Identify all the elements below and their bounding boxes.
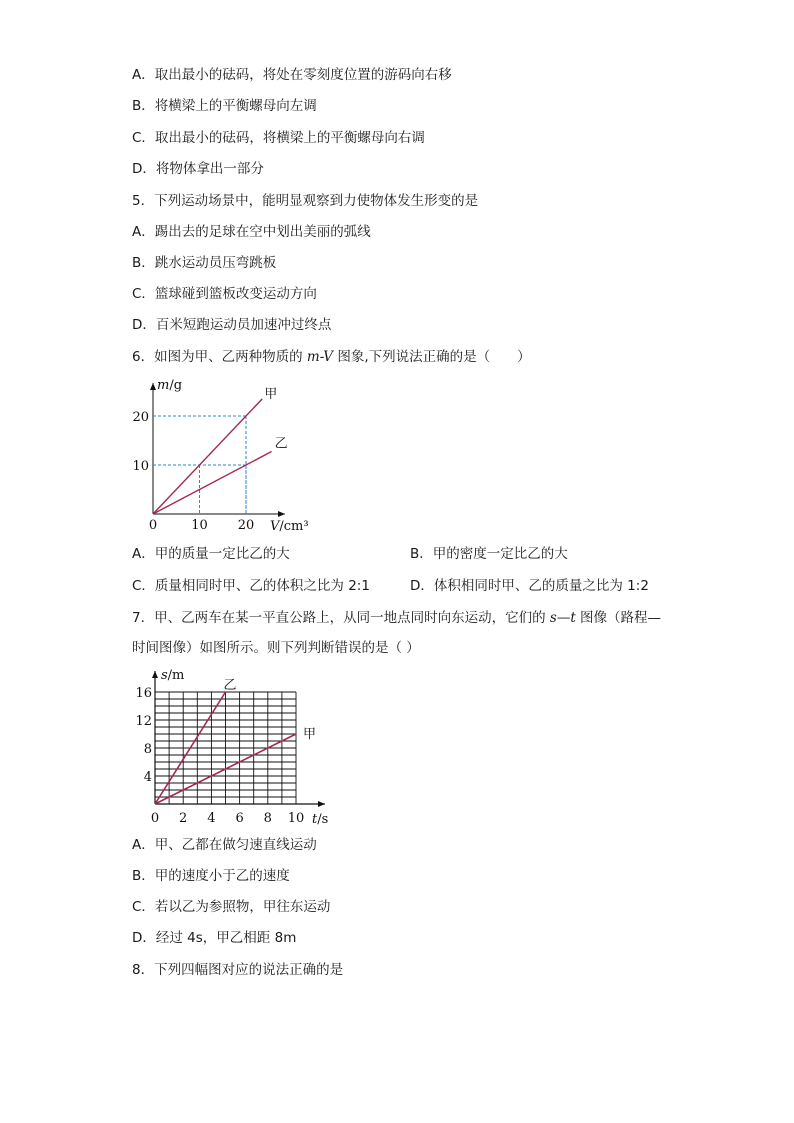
x-axis-arrow [318,801,325,807]
q4-option-c: C．取出最小的砝码，将横梁上的平衡螺母向右调 [132,130,425,146]
series-label-jia: 甲 [264,386,278,402]
series-label-jia: 甲 [303,727,317,742]
q7-stem-pre: 7．甲、乙两车在某一平直公路上，从同一地点同时向东运动，它们的 [132,610,550,626]
x-axis-arrow [278,511,285,517]
mv-graph [130,375,330,535]
q5-option-d: D．百米短跑运动员加速冲过终点 [132,317,332,333]
y-axis-label: s/m [161,668,185,683]
q7-option-b: B．甲的速度小于乙的速度 [132,868,290,884]
q6-stem [132,348,531,366]
x-tick-label: 4 [207,811,216,826]
q8-stem: 8．下列四幅图对应的说法正确的是 [132,962,344,978]
series-label-yi: 乙 [274,436,288,452]
x-axis-label: t/s [312,812,329,827]
q7-stem-line2: 时间图像）如图所示。则下列判断错误的是（ ） [132,640,420,656]
x-tick-label: 0 [150,811,160,826]
x-tick-label: 6 [235,811,244,826]
q4-option-d: D．将物体拿出一部分 [132,161,264,177]
q5-option-c: C．篮球碰到篮板改变运动方向 [132,286,317,302]
q7-option-c: C．若以乙为参照物，甲往东运动 [132,899,331,915]
q6-stem-var: m-V [306,349,334,365]
q6-option-c: C．质量相同时甲、乙的体积之比为 2:1 [132,578,370,594]
x-tick-label: 8 [263,811,272,826]
q6-option-d: D．体积相同时甲、乙的质量之比为 1:2 [410,578,649,594]
y-axis-arrow [150,383,156,390]
q4-option-b: B．将横梁上的平衡螺母向左调 [132,98,317,114]
q7-stem-line1 [132,609,661,627]
q6-stem-pre: 6．如图为甲、乙两种物质的 [132,349,307,365]
q4-option-a: A．取出最小的砝码，将处在零刻度位置的游码向右移 [132,67,452,83]
y-tick-label: 8 [143,742,152,757]
q7-option-d: D．经过 4s，甲乙相距 8m [132,930,297,946]
x-tick-label: 10 [287,811,305,826]
x-tick-label: 2 [179,811,188,826]
q5-option-b: B．跳水运动员压弯跳板 [132,255,277,271]
y-tick-label: 4 [143,770,152,785]
st-graph [130,665,350,825]
y-tick-label: 10 [132,459,149,474]
y-tick-label: 12 [135,714,152,729]
q6-option-b: B．甲的密度一定比乙的大 [410,546,568,562]
q5-option-a: A．踢出去的足球在空中划出美丽的弧线 [132,224,371,240]
q6-stem-post: 图象,下列说法正确的是（ ） [333,349,531,365]
x-tick-label: 10 [191,518,208,533]
y-tick-label: 20 [132,410,149,425]
q7-stem-post: 图像（路程— [575,610,662,626]
q7-option-a: A．甲、乙都在做匀速直线运动 [132,837,317,853]
x-tick-label: 20 [237,518,255,533]
series-label-yi: 乙 [223,678,237,693]
y-tick-label: 16 [135,686,152,701]
y-axis-arrow [152,671,158,678]
series-line-yi [153,452,272,514]
y-axis-label: m/g [157,378,183,393]
q5-stem: 5．下列运动场景中，能明显观察到力使物体发生形变的是 [132,193,479,209]
q6-option-a: A．甲的质量一定比乙的大 [132,546,290,562]
q7-stem-var: s—t [549,610,576,626]
x-tick-label: 0 [148,518,158,533]
x-axis-label: V/cm³ [270,519,309,534]
